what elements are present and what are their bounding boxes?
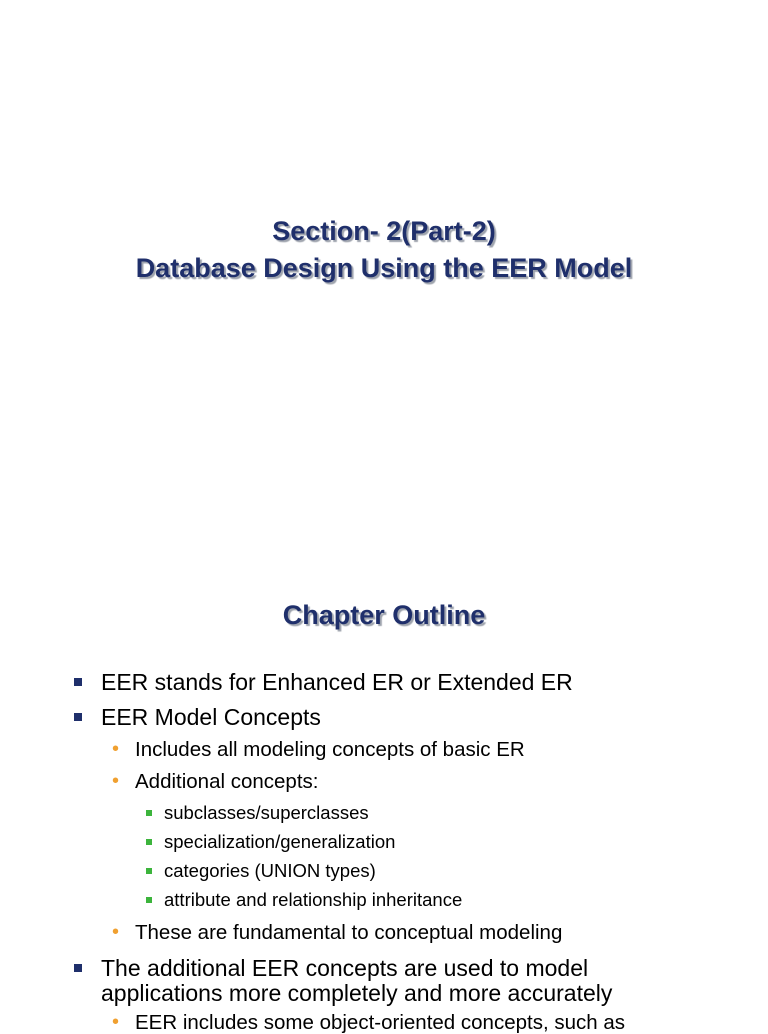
- list-item: The additional EER concepts are used to model applications more completely and more accurately: [101, 956, 691, 1006]
- square-bullet-icon: [74, 678, 82, 686]
- list-item: • EER includes some object-oriented concepts, such as: [112, 1011, 625, 1034]
- list-item: • These are fundamental to conceptual modeling: [112, 921, 563, 944]
- dot-bullet-icon: •: [112, 738, 120, 760]
- dot-bullet-icon: •: [112, 1011, 120, 1033]
- list-item: categories (UNION types): [164, 861, 376, 881]
- list-item: EER Model Concepts: [101, 705, 321, 730]
- list-item: • Additional concepts:: [112, 770, 319, 793]
- dot-bullet-icon: •: [112, 921, 120, 943]
- list-item: attribute and relationship inheritance: [164, 890, 462, 910]
- small-square-bullet-icon: [146, 810, 152, 816]
- list-item: specialization/generalization: [164, 832, 395, 852]
- square-bullet-icon: [74, 713, 82, 721]
- dot-bullet-icon: •: [112, 770, 120, 792]
- small-square-bullet-icon: [146, 839, 152, 845]
- small-square-bullet-icon: [146, 897, 152, 903]
- list-item: subclasses/superclasses: [164, 803, 369, 823]
- slide-title-line1: Section- 2(Part-2): [272, 216, 496, 246]
- list-item: EER stands for Enhanced ER or Extended ER: [101, 670, 573, 695]
- outline-title: Chapter Outline: [282, 600, 486, 630]
- slide-title-line2: Database Design Using the EER Model: [135, 253, 633, 283]
- list-item: • Includes all modeling concepts of basic ER: [112, 738, 525, 761]
- square-bullet-icon: [74, 964, 82, 972]
- outline-slide: [0, 560, 768, 1034]
- small-square-bullet-icon: [146, 868, 152, 874]
